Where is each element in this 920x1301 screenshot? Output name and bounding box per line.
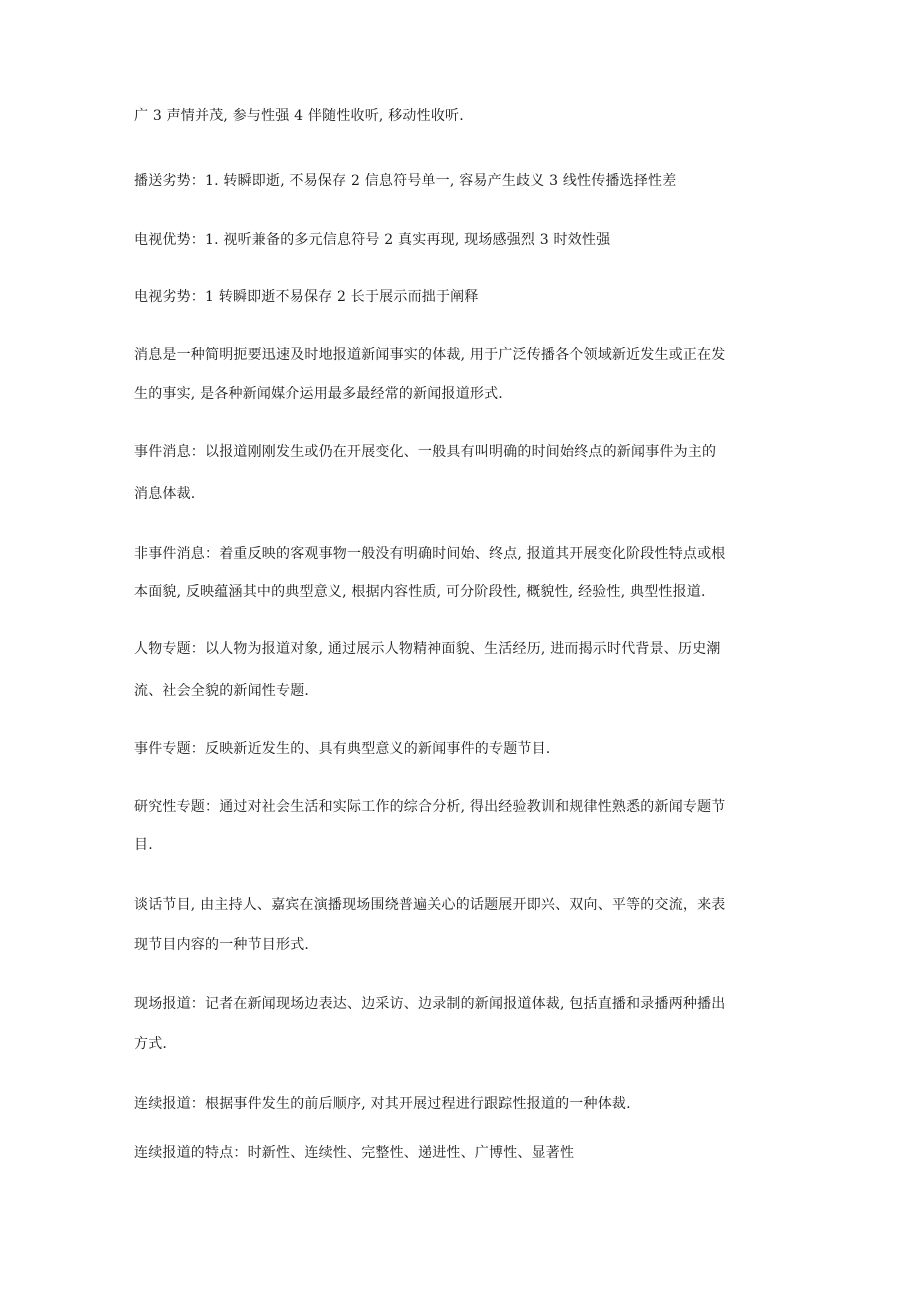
text-line-19: 方式. [134, 1036, 168, 1052]
text-line-18: 现场报道：记者在新闻现场边表达、边采访、边录制的新闻报道体裁, 包括直播和录播两种播出 [134, 996, 726, 1012]
text-line-4: 电视劣势：1 转瞬即逝不易保存 2 长于展示而拙于阐释 [134, 289, 479, 305]
text-line-17: 现节目内容的一种节目形式. [134, 937, 310, 953]
text-line-15: 目. [134, 837, 153, 853]
text-line-1: 广 3 声情并茂, 参与性强 4 伴随性收听, 移动性收听. [134, 108, 464, 124]
text-line-21: 连续报道的特点：时新性、连续性、完整性、递进性、广博性、显著性 [134, 1145, 575, 1161]
text-line-9: 非事件消息：着重反映的客观事物一般没有明确时间始、终点, 报道其开展变化阶段性特点或根 [134, 546, 726, 562]
text-line-7: 事件消息：以报道刚刚发生或仍在开展变化、一般具有叫明确的时间始终点的新闻事件为主的 [134, 444, 717, 460]
text-line-13: 事件专题：反映新近发生的、具有典型意义的新闻事件的专题节目. [134, 741, 551, 757]
text-line-14: 研究性专题：通过对社会生活和实际工作的综合分析, 得出经验教训和规律性熟悉的新闻专题节 [134, 799, 726, 815]
text-line-10: 本面貌, 反映蕴涵其中的典型意义, 根据内容性质, 可分阶段性, 概貌性, 经验性, 典型性报道. [134, 584, 706, 600]
text-line-3: 电视优势：1. 视听兼备的多元信息符号 2 真实再现, 现场感强烈 3 时效性强 [134, 232, 611, 248]
text-line-12: 流、社会全貌的新闻性专题. [134, 683, 310, 699]
text-line-8: 消息体裁. [134, 486, 196, 502]
text-line-11: 人物专题：以人物为报道对象, 通过展示人物精神面貌、生活经历, 进而揭示时代背景、历史潮 [134, 641, 721, 657]
text-line-6: 生的事实, 是各种新闻媒介运用最多最经常的新闻报道形式. [134, 386, 503, 402]
text-line-5: 消息是一种简明扼要迅速及时地报道新闻事实的体裁, 用于广泛传播各个领域新近发生或正在发 [134, 347, 726, 363]
text-line-20: 连续报道：根据事件发生的前后顺序, 对其开展过程进行跟踪性报道的一种体裁. [134, 1096, 631, 1112]
text-line-16: 谈话节目, 由主持人、嘉宾在演播现场围绕普遍关心的话题展开即兴、双向、平等的交流，来表 [134, 897, 726, 913]
text-line-2: 播送劣势：1. 转瞬即逝, 不易保存 2 信息符号单一, 容易产生歧义 3 线性传播选择性差 [134, 173, 677, 189]
